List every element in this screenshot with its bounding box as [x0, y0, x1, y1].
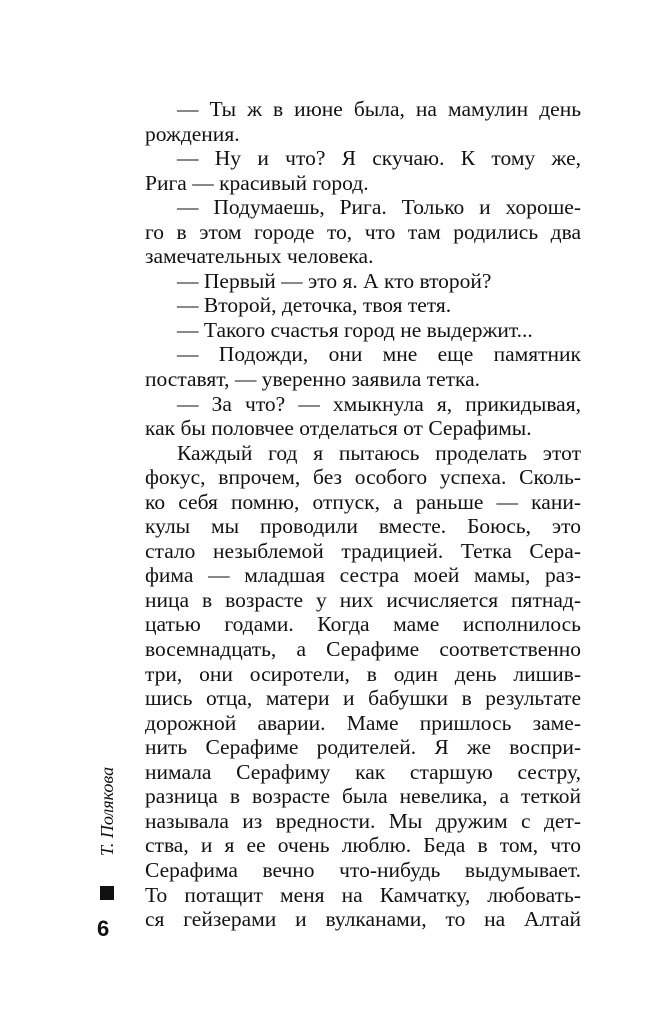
text-line: стало незыблемой традицией. Тетка Сера-: [145, 538, 581, 563]
text-line: ся гейзерами и вулканами, то на Алтай: [145, 907, 581, 932]
text-line: Рига — красивый город.: [145, 170, 369, 195]
text-line: нимала Серафиму как старшую сестру,: [145, 759, 581, 784]
text-line: ства, и я ее очень люблю. Беда в том, что: [145, 833, 581, 858]
running-head-author: Т. Полякова: [97, 766, 117, 856]
text-line: — Подумаешь, Рига. Только и хороше-: [177, 195, 581, 220]
text-line: — Подожди, они мне еще памятник: [177, 342, 581, 367]
text-line: разница в возрасте была невелика, а теткой: [145, 784, 581, 809]
text-line: То потащит меня на Камчатку, любовать-: [145, 882, 581, 907]
text-line: как бы половчее отделаться от Серафимы.: [145, 416, 532, 441]
text-line: ница в возрасте у них исчисляется пятнад-: [145, 587, 581, 612]
text-line: называла из вредности. Мы дружим с дет-: [145, 808, 581, 833]
running-head-square-marker: [100, 886, 114, 900]
text-line: нить Серафиме родителей. Я же воспри-: [145, 735, 581, 760]
text-line: го в этом городе то, что там родились два: [145, 219, 581, 244]
text-line: три, они осиротели, в один день лишив-: [145, 661, 581, 686]
text-line: — Ну и что? Я скучаю. К тому же,: [177, 146, 581, 171]
text-line: рождения.: [145, 121, 240, 146]
text-line: замечательных человека.: [145, 244, 374, 269]
text-line: — За что? — хмыкнула я, прикидывая,: [177, 391, 581, 416]
text-line: — Первый — это я. А кто второй?: [177, 268, 492, 293]
text-line: цатью годами. Когда маме исполнилось: [145, 612, 581, 637]
text-line: Каждый год я пытаюсь проделать этот: [177, 440, 581, 465]
text-line: шись отца, матери и бабушки в результате: [145, 686, 581, 711]
text-line: ко себя помню, отпуск, а раньше — кани-: [145, 489, 581, 514]
text-line: Серафима вечно что-нибудь выдумывает.: [145, 857, 581, 882]
text-line: — Такого счастья город не выдержит...: [177, 317, 533, 342]
text-line: восемнадцать, а Серафиме соответственно: [145, 637, 581, 662]
text-line: фокус, впрочем, без особого успеха. Сколь-: [145, 465, 581, 490]
text-line: — Второй, деточка, твоя тетя.: [177, 293, 452, 318]
text-line: дорожной аварии. Маме пришлось заме-: [145, 710, 581, 735]
page-body-text: [145, 97, 581, 932]
text-line: фима — младшая сестра моей мамы, раз-: [145, 563, 581, 588]
text-line: — Ты ж в июне была, на мамулин день: [177, 97, 581, 121]
text-line: поставят, — уверенно заявила тетка.: [145, 367, 481, 392]
page-number: 6: [97, 916, 110, 941]
text-line: кулы мы проводили вместе. Боюсь, это: [145, 514, 581, 539]
